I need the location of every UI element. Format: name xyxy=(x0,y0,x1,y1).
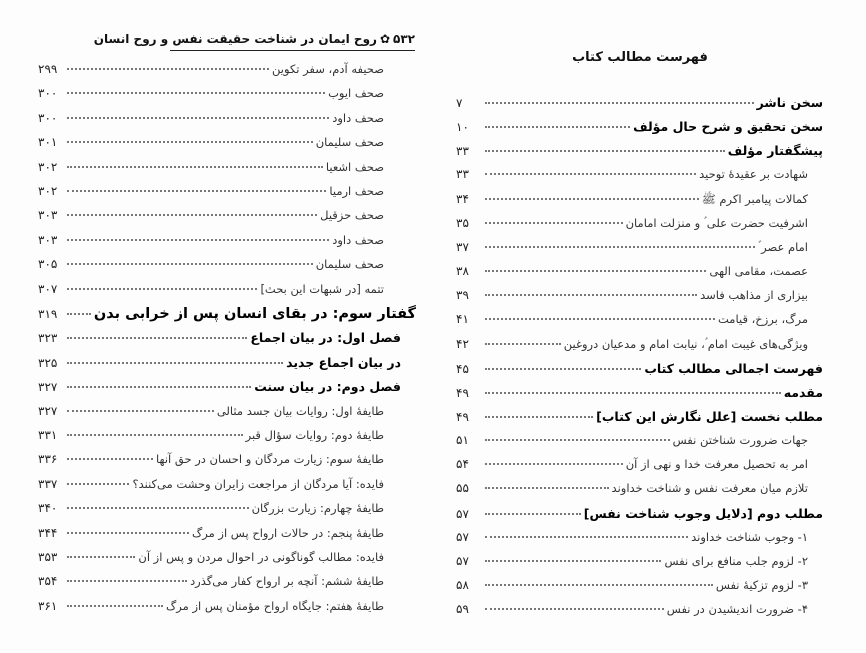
toc-entry-page-number: ۳۵۴ xyxy=(38,574,58,589)
toc-entry-title: فایده: مطالب گوناگونی در احوال مردن و پس از آن xyxy=(138,550,384,564)
toc-entry-page-number: ۳۶۱ xyxy=(38,598,58,613)
toc-entry xyxy=(456,240,808,260)
dot-leader xyxy=(67,166,323,168)
toc-entry-page-number: ۳۲۳ xyxy=(38,331,58,346)
toc-entry xyxy=(38,135,384,155)
toc-entry-page-number: ۳۰۰ xyxy=(38,86,58,101)
toc-entry-page-number: ۴۲ xyxy=(456,336,469,351)
dot-leader xyxy=(67,507,249,509)
dot-leader xyxy=(67,410,214,412)
toc-entry xyxy=(38,257,384,277)
toc-entry xyxy=(38,477,384,497)
toc-entry-title: بیزاری از مذاهب فاسد xyxy=(700,288,808,303)
dot-leader xyxy=(67,532,189,534)
toc-entry-title: امام عصر ؑ xyxy=(758,239,808,254)
toc-entry-title: صحف ایوب xyxy=(328,86,384,101)
toc-entry-page-number: ۳۴۴ xyxy=(38,525,58,540)
toc-entry xyxy=(456,143,823,163)
dot-leader xyxy=(485,392,781,394)
toc-entry-page-number: ۳۱۹ xyxy=(38,307,58,321)
toc-entry-title: ۲- لزوم جلب منافع برای نفس xyxy=(664,553,808,568)
toc-entry xyxy=(456,167,808,187)
toc-entry-page-number: ۴۹ xyxy=(456,385,469,400)
dot-leader xyxy=(67,263,313,265)
toc-entry-page-number: ۳۴۰ xyxy=(38,501,58,516)
toc-entry-title: مطلب نخست [علل نگارش این کتاب] xyxy=(596,408,823,424)
toc-entry-page-number: ۳۳ xyxy=(456,144,469,159)
toc-entry-page-number: ۳۰۳ xyxy=(38,232,58,247)
dot-leader xyxy=(67,337,247,339)
toc-entry xyxy=(456,457,808,477)
toc-entry-title: طایفهٔ پنجم: در حالات ارواح پس از مرگ xyxy=(191,525,384,540)
dot-leader xyxy=(485,536,688,538)
dot-leader xyxy=(485,102,754,104)
dot-leader xyxy=(485,270,706,272)
dot-leader xyxy=(67,434,243,436)
toc-entry-page-number: ۳۵ xyxy=(456,215,469,230)
toc-entry-page-number: ۳۲۵ xyxy=(38,355,58,370)
toc-entry-title: فایده: آیا مردگان از مراجعت زایران وحشت می‌کنند؟ xyxy=(132,476,384,491)
toc-entry-page-number: ۵۸ xyxy=(456,578,469,592)
dot-leader xyxy=(485,368,641,370)
toc-entry-page-number: ۱۰ xyxy=(456,120,469,135)
toc-entry xyxy=(456,95,823,115)
toc-entry xyxy=(456,578,808,598)
toc-entry-page-number: ۳۰۷ xyxy=(38,281,58,296)
dot-leader xyxy=(485,608,664,610)
toc-entry-title: اشرفیت حضرت علی ؑ و منزلت امامان xyxy=(625,215,808,230)
flower-ornament-icon: ✿ xyxy=(379,32,391,46)
header-page-number: ۵۳۲ xyxy=(393,32,415,46)
toc-entry xyxy=(38,379,401,399)
toc-entry-page-number: ۳۰۲ xyxy=(38,159,58,174)
dot-leader xyxy=(485,126,630,128)
toc-entry-title: سخن ناشر xyxy=(756,95,823,110)
toc-entry-page-number: ۳۳۷ xyxy=(38,476,58,491)
toc-entry xyxy=(38,62,384,82)
toc-entry-title: تتمه [در شبهات این بحث] xyxy=(260,281,384,296)
toc-entry-title: طایفهٔ سوم: زیارت مردگان و احسان در حق آنها xyxy=(156,452,384,467)
toc-entry-title: فصل دوم: در بیان سنت xyxy=(254,379,401,395)
toc-entry xyxy=(38,355,401,375)
dot-leader xyxy=(67,190,326,192)
dot-leader xyxy=(485,463,623,465)
toc-entry-page-number: ۵۷ xyxy=(456,506,469,521)
toc-entry-title: ۴- ضرورت اندیشیدن در نفس xyxy=(666,602,808,617)
toc-entry xyxy=(456,264,808,284)
toc-entry-page-number: ۳۰۵ xyxy=(38,257,58,272)
toc-entry-title: مقدمه xyxy=(783,384,823,400)
toc-entry xyxy=(456,192,808,212)
toc-entry-title: مرگ، برزخ، قیامت xyxy=(718,312,808,327)
toc-entry-page-number: ۳۷ xyxy=(456,239,469,254)
toc-entry-title: صحف حزقیل xyxy=(320,208,384,223)
toc-entry-page-number: ۳۳۶ xyxy=(38,452,58,467)
toc-entry-title: گفتار سوم: در بقای انسان پس از خرابی بدن xyxy=(93,306,416,322)
toc-entry xyxy=(456,481,808,501)
toc-entry-page-number: ۳۰۲ xyxy=(38,184,58,198)
dot-leader xyxy=(485,246,755,248)
toc-entry xyxy=(38,111,384,131)
toc-entry-page-number: ۵۷ xyxy=(456,529,469,544)
toc-entry xyxy=(38,306,416,326)
toc-entry-title: امر به تحصیل معرفت خدا و نهی از آن xyxy=(625,457,808,472)
toc-entry-title: صحف سلیمان xyxy=(315,135,384,150)
toc-entry xyxy=(456,506,823,526)
toc-entry-page-number: ۵۴ xyxy=(456,457,469,472)
toc-title: فهرست مطالب کتاب xyxy=(572,50,708,65)
toc-entry-title: ۱- وجوب شناخت خداوند xyxy=(691,529,808,544)
toc-entry-title: طایفهٔ چهارم: زیارت بزرگان xyxy=(251,501,384,516)
toc-entry-page-number: ۳۹ xyxy=(456,288,469,303)
toc-entry-page-number: ۲۹۹ xyxy=(38,62,58,76)
toc-entry-page-number: ۴۹ xyxy=(456,409,469,424)
toc-entry xyxy=(38,86,384,106)
toc-entry-page-number: ۳۰۰ xyxy=(38,110,58,125)
toc-entry-title: صحف سلیمان xyxy=(315,257,384,272)
dot-leader xyxy=(67,605,163,607)
toc-entry-title: صحف ارمیا xyxy=(329,184,384,198)
dot-leader xyxy=(485,198,699,200)
dot-leader xyxy=(67,362,283,364)
toc-entry-page-number: ۳۳۱ xyxy=(38,428,58,442)
toc-entry-title: طایفهٔ دوم: روایات سؤال قبر xyxy=(245,428,384,442)
toc-entry xyxy=(38,428,384,448)
dot-leader xyxy=(67,141,313,143)
toc-entry-page-number: ۵۹ xyxy=(456,602,469,617)
toc-entry-page-number: ۳۲۷ xyxy=(38,380,58,395)
dot-leader xyxy=(67,313,91,315)
dot-leader xyxy=(485,416,593,418)
toc-entry-page-number: ۵۵ xyxy=(456,481,469,496)
toc-entry xyxy=(38,208,384,228)
dot-leader xyxy=(485,584,713,586)
dot-leader xyxy=(485,439,670,441)
toc-entry-page-number: ۳۰۳ xyxy=(38,208,58,223)
toc-entry-title: طایفهٔ هفتم: جایگاه ارواح مؤمنان پس از مرگ xyxy=(165,598,384,613)
dot-leader xyxy=(485,222,623,224)
toc-entry xyxy=(456,602,808,622)
toc-entry xyxy=(38,184,384,204)
left-page-running-header xyxy=(93,32,415,51)
toc-entry xyxy=(38,452,384,472)
dot-leader xyxy=(67,288,257,290)
toc-entry-page-number: ۳۲۷ xyxy=(38,403,58,418)
toc-entry-title: سخن تحقیق و شرح حال مؤلف xyxy=(633,119,823,135)
toc-entry xyxy=(38,574,384,594)
toc-entry-title: در بیان اجماع جدید xyxy=(286,354,401,370)
toc-entry-page-number: ۵۷ xyxy=(456,553,469,568)
dot-leader xyxy=(67,92,325,94)
dot-leader xyxy=(67,556,135,558)
toc-entry-title: طایفهٔ ششم: آنچه بر ارواح کفار می‌گذرد xyxy=(190,574,384,589)
toc-entry xyxy=(38,404,384,424)
toc-entry xyxy=(456,433,808,453)
dot-leader xyxy=(485,560,661,562)
toc-entry xyxy=(456,288,808,308)
toc-entry xyxy=(456,119,823,139)
toc-entry-title: مطلب دوم [دلایل وجوب شناخت نفس] xyxy=(583,505,823,521)
toc-entry-title: عصمت، مقامی الهی xyxy=(709,264,808,279)
toc-entry-page-number: ۵۱ xyxy=(456,433,469,448)
dot-leader xyxy=(67,483,129,485)
toc-entry xyxy=(38,233,384,253)
toc-entry xyxy=(456,216,808,236)
dot-leader xyxy=(485,318,715,320)
dot-leader xyxy=(67,68,269,70)
dot-leader xyxy=(485,294,697,296)
toc-entry-page-number: ۳۳ xyxy=(456,167,469,182)
toc-entry-title: تلازم میان معرفت نفس و شناخت خداوند xyxy=(611,481,808,496)
dot-leader xyxy=(485,343,561,345)
toc-entry-title: ویژگی‌های غیبت امام ؑ، نیابت امام و مدعیان دروغین xyxy=(563,336,808,351)
toc-entry xyxy=(38,526,384,546)
toc-entry xyxy=(456,312,808,332)
header-book-title: روح ایمان در شناخت حقیقت نفس و روح انسان xyxy=(93,32,377,46)
toc-entry-title: صحف داود xyxy=(332,232,384,247)
toc-entry-title: کمالات پیامبر اکرم ﷺ xyxy=(701,191,808,206)
toc-entry-page-number: ۷ xyxy=(456,96,463,110)
toc-entry xyxy=(38,599,384,619)
dot-leader xyxy=(485,150,725,152)
toc-entry xyxy=(38,282,384,302)
toc-entry-title: صحف داود xyxy=(332,110,384,125)
toc-entry-page-number: ۳۴ xyxy=(456,191,469,206)
dot-leader xyxy=(485,513,581,515)
toc-entry-page-number: ۳۰۱ xyxy=(38,135,58,150)
dot-leader xyxy=(67,117,329,119)
toc-entry xyxy=(456,385,823,405)
toc-entry xyxy=(38,330,401,350)
toc-entry xyxy=(456,409,823,429)
toc-entry-page-number: ۳۵۳ xyxy=(38,550,58,564)
toc-entry-title: فهرست اجمالی مطالب کتاب xyxy=(644,360,823,376)
toc-entry-title: فصل اول: در بیان اجماع xyxy=(250,330,401,346)
toc-entry xyxy=(456,554,808,574)
dot-leader xyxy=(67,214,317,216)
toc-entry xyxy=(456,361,823,381)
dot-leader xyxy=(485,173,696,175)
toc-entry xyxy=(456,337,808,357)
toc-entry xyxy=(38,160,384,180)
toc-entry-page-number: ۳۸ xyxy=(456,264,469,279)
toc-entry xyxy=(456,530,808,550)
toc-entry-title: صحف اشعیا xyxy=(325,159,384,174)
toc-entry-page-number: ۴۵ xyxy=(456,361,469,376)
toc-entry-title: جهات ضرورت شناختن نفس xyxy=(672,433,808,448)
dot-leader xyxy=(67,239,329,241)
toc-entry-title: طایفهٔ اول: روایات بیان جسد مثالی xyxy=(216,403,384,418)
toc-entry xyxy=(38,501,384,521)
dot-leader xyxy=(67,580,187,582)
dot-leader xyxy=(67,458,153,460)
toc-entry xyxy=(38,550,384,570)
toc-entry-title: صحیفه آدم، سفر تکوین xyxy=(271,62,384,76)
toc-entry-title: پیشگفتار مؤلف xyxy=(727,143,823,159)
toc-entry-title: ۳- لزوم تزکیهٔ نفس xyxy=(715,578,808,592)
dot-leader xyxy=(485,487,609,489)
toc-entry-title: شهادت بر عقیدهٔ توحید xyxy=(699,167,808,182)
toc-entry-page-number: ۴۱ xyxy=(456,312,469,327)
dot-leader xyxy=(67,386,251,388)
